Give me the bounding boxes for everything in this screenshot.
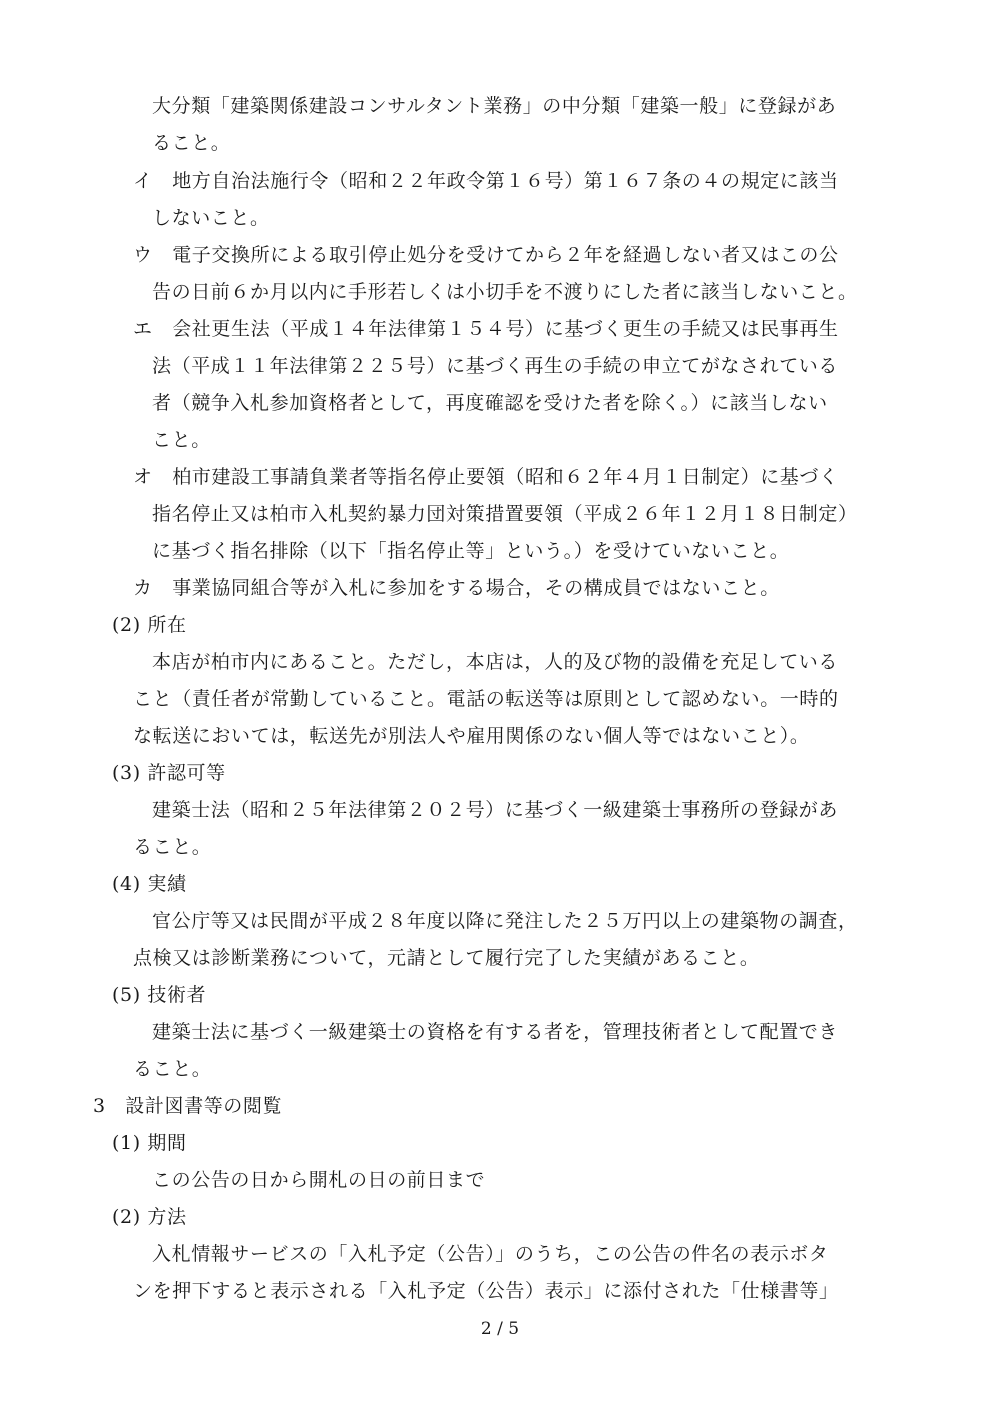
section-heading: (1) 期間 <box>112 1132 187 1154</box>
text-line: 官公庁等又は民間が平成２８年度以降に発注した２５万円以上の建築物の調査， <box>152 910 858 932</box>
text-line: 大分類「建築関係建設コンサルタント業務」の中分類「建築一般」に登録があ <box>152 95 837 117</box>
text-line: な転送においては，転送先が別法人や雇用関係のない個人等ではないこと）。 <box>133 725 810 747</box>
text-line: 法（平成１１年法律第２２５号）に基づく再生の手続の申立てがなされている <box>152 355 839 377</box>
text-line: ること。 <box>133 1058 212 1080</box>
text-line: に基づく指名排除（以下「指名停止等」という。）を受けていないこと。 <box>152 540 790 562</box>
list-item-u: ウ 電子交換所による取引停止処分を受けてから２年を経過しない者又はこの公 <box>133 244 839 266</box>
text-line: 告の日前６か月以内に手形若しくは小切手を不渡りにした者に該当しないこと。 <box>152 281 858 303</box>
section-heading: (2) 所在 <box>112 614 187 636</box>
text-line: 建築士法（昭和２５年法律第２０２号）に基づく一級建築士事務所の登録があ <box>152 799 839 821</box>
list-item-e: エ 会社更生法（平成１４年法律第１５４号）に基づく更生の手続又は民事再生 <box>133 318 839 340</box>
text-line: しないこと。 <box>152 207 270 229</box>
chapter-heading: 3 設計図書等の閲覧 <box>93 1095 283 1117</box>
text-line: 指名停止又は柏市入札契約暴力団対策措置要領（平成２６年１２月１８日制定） <box>152 503 858 525</box>
list-item-o: オ 柏市建設工事請負業者等指名停止要領（昭和６２年４月１日制定）に基づく <box>133 466 839 488</box>
list-item-ka: カ 事業協同組合等が入札に参加をする場合，その構成員ではないこと。 <box>133 577 780 599</box>
section-heading: (5) 技術者 <box>112 984 207 1006</box>
text-line: こと（責任者が常勤していること。電話の転送等は原則として認めない。一時的 <box>133 688 839 710</box>
section-heading: (3) 許認可等 <box>112 762 226 784</box>
text-line: この公告の日から開札の日の前日まで <box>152 1169 486 1191</box>
list-item-i: イ 地方自治法施行令（昭和２２年政令第１６号）第１６７条の４の規定に該当 <box>133 170 839 192</box>
text-line: 者（競争入札参加資格者として，再度確認を受けた者を除く。）に該当しない <box>152 392 828 414</box>
page-number: 2 / 5 <box>480 1319 520 1339</box>
text-line: こと。 <box>152 429 211 451</box>
text-line: ること。 <box>133 836 212 858</box>
section-heading: (4) 実績 <box>112 873 187 895</box>
text-line: 建築士法に基づく一級建築士の資格を有する者を，管理技術者として配置でき <box>152 1021 839 1043</box>
section-heading: (2) 方法 <box>112 1206 187 1228</box>
text-line: 入札情報サービスの「入札予定（公告）」のうち，この公告の件名の表示ボタ <box>152 1243 829 1265</box>
text-line: 点検又は診断業務について，元請として履行完了した実績があること。 <box>133 947 760 969</box>
text-line: 本店が柏市内にあること。ただし，本店は，人的及び物的設備を充足している <box>152 651 839 673</box>
text-line: ること。 <box>152 132 231 154</box>
text-line: ンを押下すると表示される「入札予定（公告）表示」に添付された「仕様書等」 <box>133 1280 839 1302</box>
